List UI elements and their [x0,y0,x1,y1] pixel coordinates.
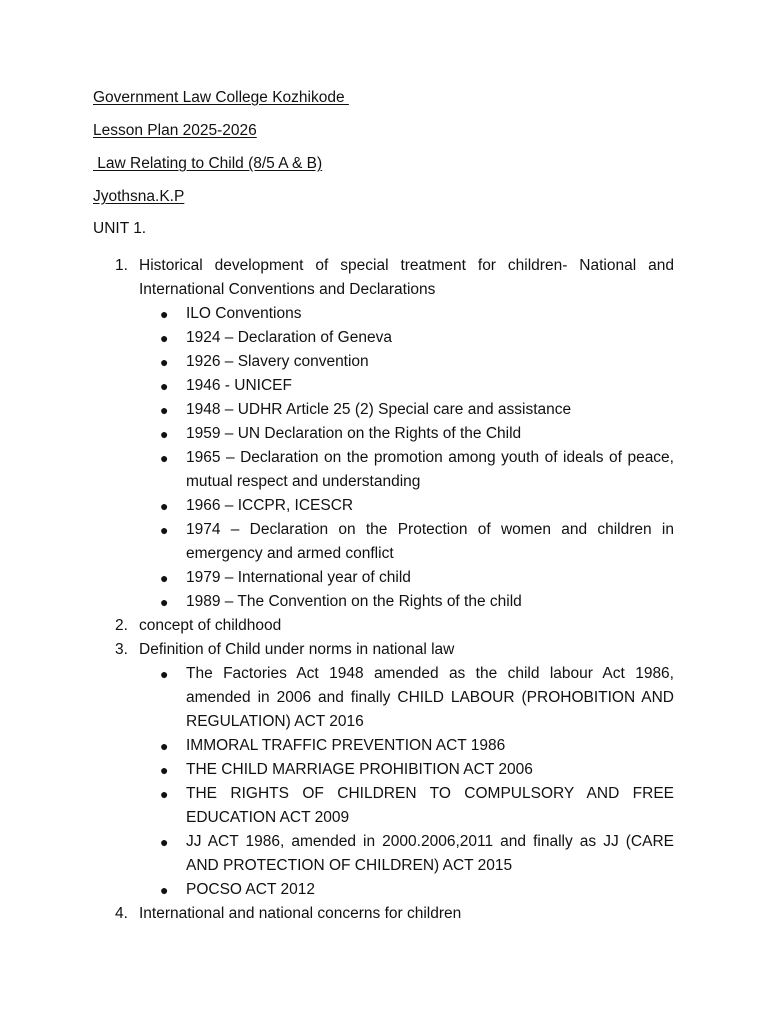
sub-item-text: 1965 – Declaration on the promotion among youth of ideals of peace, mutual respect and understanding [186,449,674,490]
sub-list-item [93,758,674,782]
bullet-icon: ● [160,570,169,586]
sub-list-item [93,662,674,734]
sub-list-item [93,734,674,758]
sub-list-item [93,326,674,350]
sub-item-text: 1974 – Declaration on the Protection of women and children in emergency and armed conflict [186,521,674,562]
topic-text: Historical development of special treatment for children- National and International Conventions and Declarations [139,257,674,298]
sub-list-item [93,398,674,422]
topic-number: 4. [115,905,128,922]
sub-list-item [93,494,674,518]
bullet-icon: ● [160,882,169,898]
topic-item [93,902,674,926]
topic-text: International and national concerns for children [139,905,462,922]
sub-item-text: IMMORAL TRAFFIC PREVENTION ACT 1986 [186,737,506,754]
sub-item-text: JJ ACT 1986, amended in 2000.2006,2011 and finally as JJ (CARE AND PROTECTION OF CHILDREN) ACT 2015 [186,833,674,874]
topic-number: 1. [115,257,128,274]
bullet-icon: ● [160,738,169,754]
subject-title: Law Relating to Child (8/5 A & B) [93,155,323,172]
sub-list-item [93,566,674,590]
topic-item [93,614,674,638]
sub-item-text: 1946 - UNICEF [186,377,292,394]
bullet-icon: ● [160,522,169,538]
topic-item [93,638,674,662]
sub-item-text: 1979 – International year of child [186,569,411,586]
sub-item-text: 1948 – UDHR Article 25 (2) Special care and assistance [186,401,572,418]
sub-item-text: 1924 – Declaration of Geneva [186,329,392,346]
bullet-icon: ● [160,450,169,466]
bullet-icon: ● [160,834,169,850]
bullet-icon: ● [160,402,169,418]
lesson-plan-title: Lesson Plan 2025-2026 [93,122,257,139]
sub-item-text: 1989 – The Convention on the Rights of the child [186,593,522,610]
sub-item-text: THE CHILD MARRIAGE PROHIBITION ACT 2006 [186,761,533,778]
sub-list-item [93,446,674,494]
bullet-icon: ● [160,666,169,682]
unit-heading: UNIT 1. [93,220,147,237]
topic-number: 3. [115,641,128,658]
sub-list-item [93,590,674,614]
sub-item-text: The Factories Act 1948 amended as the child labour Act 1986, amended in 2006 and finally CHILD LABOUR (PROHOBITION AND REGULATION) ACT 2016 [186,665,674,730]
bullet-icon: ● [160,330,169,346]
topic-text: Definition of Child under norms in national law [139,641,455,658]
sub-list-item [93,878,674,902]
sub-list-item [93,518,674,566]
bullet-icon: ● [160,306,169,322]
unit-topic-list [93,254,674,926]
bullet-icon: ● [160,762,169,778]
sub-item-text: THE RIGHTS OF CHILDREN TO COMPULSORY AND FREE EDUCATION ACT 2009 [186,785,674,826]
author-name: Jyothsna.K.P [93,188,185,205]
topic-item [93,254,674,302]
college-name: Government Law College Kozhikode [93,89,349,106]
sub-list-item [93,374,674,398]
bullet-icon: ● [160,354,169,370]
bullet-icon: ● [160,498,169,514]
sub-list-item [93,302,674,326]
sub-list-item [93,830,674,878]
bullet-icon: ● [160,786,169,802]
bullet-icon: ● [160,426,169,442]
sub-item-text: 1959 – UN Declaration on the Rights of the Child [186,425,522,442]
bullet-icon: ● [160,594,169,610]
topic-text: concept of childhood [139,617,282,634]
sub-list-item [93,422,674,446]
sub-list-item [93,782,674,830]
sub-list-item [93,350,674,374]
sub-item-text: ILO Conventions [186,305,302,322]
sub-item-text: 1966 – ICCPR, ICESCR [186,497,354,514]
bullet-icon: ● [160,378,169,394]
sub-item-text: POCSO ACT 2012 [186,881,315,898]
sub-item-text: 1926 – Slavery convention [186,353,369,370]
topic-number: 2. [115,617,128,634]
